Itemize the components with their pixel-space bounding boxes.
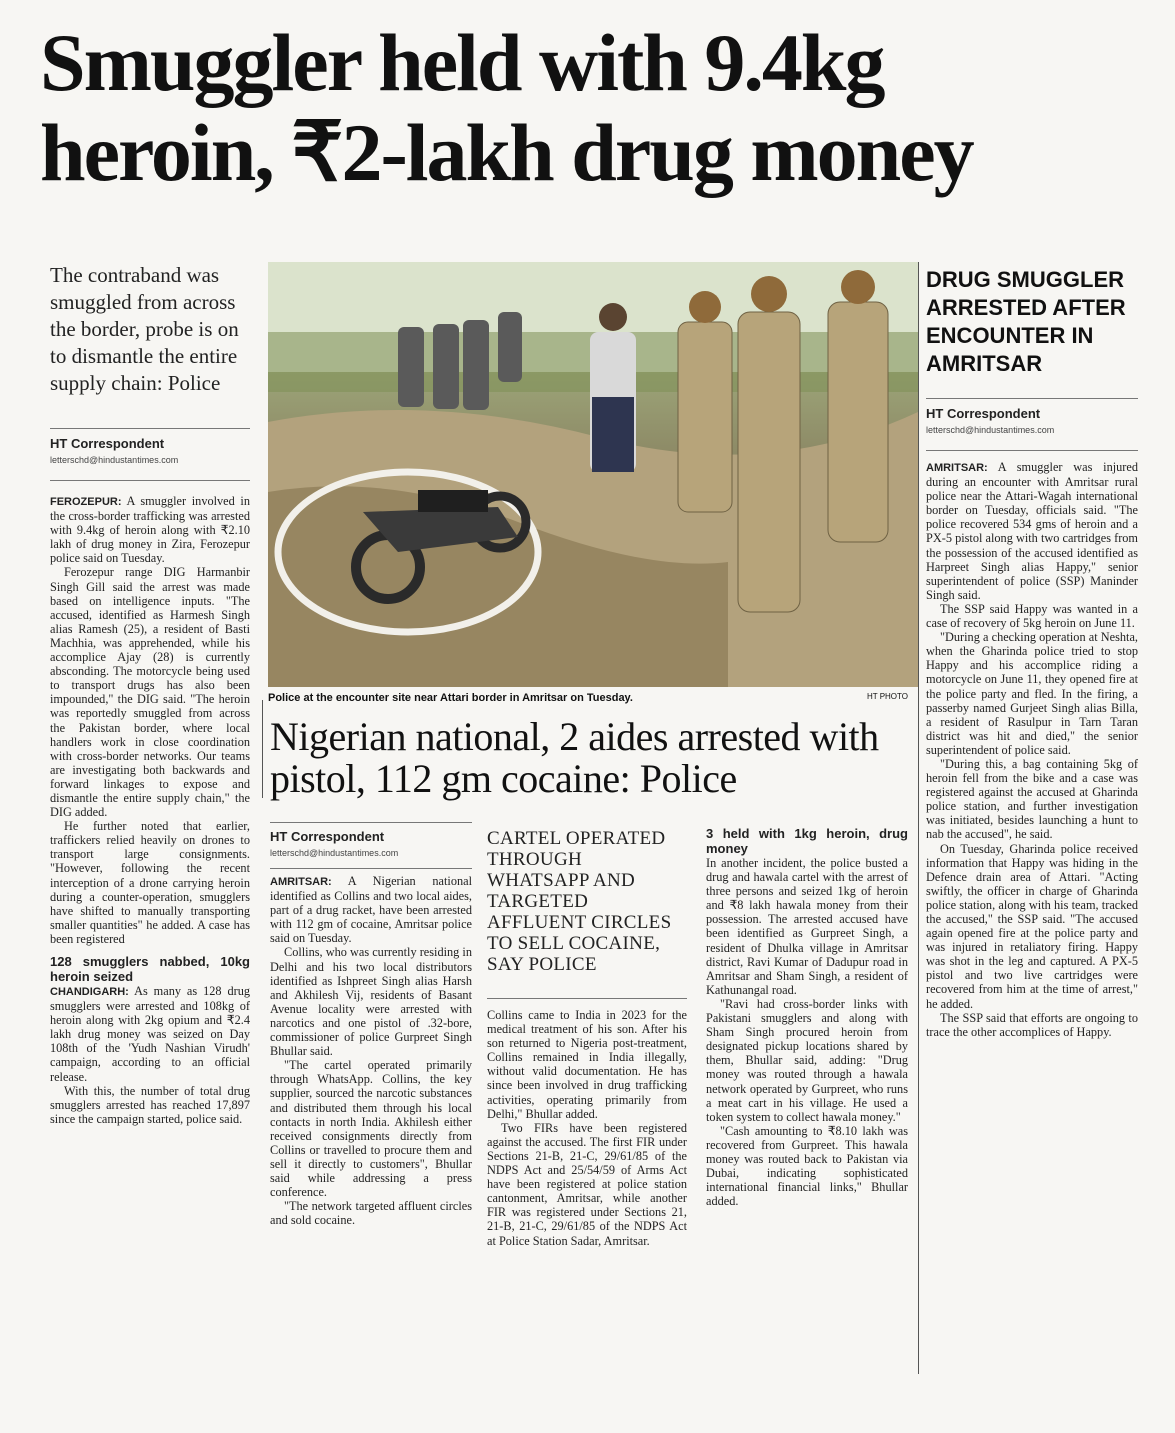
side-paragraph: The SSP said that efforts are ongoing to trace the other accomplices of Happy. [926,1010,1138,1039]
pull-quote-rule [487,998,687,999]
main-dateline: FEROZEPUR: [50,496,122,508]
side-email: letterschd@hindustantimes.com [926,425,1055,435]
second-paragraph: Collins, who was currently residing in Delhi and his two local distributors identified as Ishpreet Singh alias Harsh and Akhilesh Vij, residents of Basant Avenue locality were arrested with narcotics and one pistol of .32-bore, commissioner of police Gurpreet Singh Bhullar said. [270,945,472,1059]
side-paragraph: "During a checking operation at Neshta, when the Gharinda police tried to stop Happy and his accomplice riding a motorcycle on June 11, they opened fire at the police party and fled. In the firing, a passerby named Gurjeet Singh alias Billa, a resident of Rasulpur in Tarn Taran district was hit and died," the senior superintendent of police said. [926,630,1138,757]
photo-caption: Police at the encounter site near Attari border in Amritsar on Tuesday. HT PHOTO [268,692,908,704]
main-byline-block [50,436,250,465]
second-col-2 [487,1008,687,1374]
second-col-1 [270,874,472,1374]
second-paragraph: Collins came to India in 2023 for the medical treatment of his son. After his son returned to Nigeria post-treatment, Collins remained in India illegally, without valid documentation. He has since been involved in drug trafficking activities, operating primarily from Delhi," Bhullar added. [487,1008,687,1121]
second-paragraph: "The network targeted affluent circles and sold cocaine. [270,1199,472,1228]
main-paragraph: Ferozepur range DIG Harmanbir Singh Gill said the arrest was made based on intelligence inputs. "The accused, identified as Harmesh Singh alias Ramesh (25), a resident of Basti Machhia, was apprehended, while his accomplice Ajay (28) is currently absconding. The motorcycle being used to transport drugs has also been impounded," the DIG said. "The heroin was reportedly smuggled from across the Pakistan border, where local handlers work in close coordination with cross-border networks. Our teams are investigating both backwards and forward linkages to expose and dismantle the entire supply chain," the DIG added. [50,565,250,820]
side-paragraph: AMRITSAR: A smuggler was injured during an encounter with Amritsar rural police near the Attari-Wagah international border on Tuesday, officials said. "The police recovered 534 gms of heroin and a PX-5 pistol along with two cartridges from the possession of the accused identified as Harpreet Singh alias Happy," senior superintendent of police (SSP) Maninder Singh said. [926,460,1138,602]
second-headline: Nigerian national, 2 aides arrested with pistol, 112 gm cocaine: Police [270,714,879,801]
sub-paragraph: CHANDIGARH: As many as 128 drug smugglers were arrested and 108kg of heroin along with 2kg opium and ₹2.4 lakh drug money was seized on Day 108th of the 'Yudh Nashian Virudh' campaign, according to an official release. [50,984,250,1084]
headline-line-2: heroin, ₹2-lakh drug money [40,107,973,198]
encounter-photo-illustration [268,262,918,687]
main-story-column [50,494,250,1374]
second-byline: HT Correspondent [270,829,385,844]
main-paragraph: FEROZEPUR: A smuggler involved in the cross-border trafficking was arrested with 9.4kg of heroin along with ₹2.10 lakh of drug money in Zira, Ferozepur police said on Tuesday. [50,494,250,566]
third-story-head: 3 held with 1kg heroin, drug money [706,826,908,856]
side-byline-block [926,406,1138,435]
main-paragraph: He further noted that earlier, traffickers relied heavily on drones to transport large consignments. "However, following the recent interception of a drone carrying heroin during a counter-operation, smugglers have shifted to manually transporting smaller quantities" he added. A case has been registered [50,819,250,946]
third-paragraph: "Ravi had cross-border links with Pakistani smugglers and along with Sham Singh procured heroin from designated pickup locations shared by them, Bhullar said, adding: "Drug money was routed through a hawala network operated by Gurpreet, who runs a meat cart in his village. He used a token system to collect hawala money." [706,996,908,1124]
third-paragraph: In another incident, the police busted a drug and hawala cartel with the arrest of three persons and seized 1kg of heroin and ₹8 lakh hawala money from their possession. The arrested accused have been identified as Gurpreet Singh, a resident of Dhulka village in Amritsar district, Ravi Kumar of Dadupur road in Amritsar and Sham Singh, a resident of Kathunangal road. [706,856,908,997]
sub-dateline: CHANDIGARH: [50,986,129,998]
second-paragraph: Two FIRs have been registered against the accused. The first FIR under Sections 21-B, 21-C, 29/61/85 of the NDPS Act and 25/54/59 of Arms Act have been registered at police station cantonment, Amritsar, while another FIR was registered under Sections 21, 21-B, 21-C, 29/61/85 of the NDPS Act at Police Station Sadar, Amritsar. [487,1120,687,1248]
second-paragraph: AMRITSAR: A Nigerian national identified as Collins and two local aides, part of a drug racket, have been arrested with 112 gm of cocaine, Amritsar police said on Tuesday. [270,874,472,946]
second-headline-rule [262,700,263,798]
side-byline-rule-bottom [926,450,1138,451]
pull-quote: CARTEL OPERATED THROUGH WHATSAPP AND TARGETED AFFLUENT CIRCLES TO SELL COCAINE, SAY POLICE [487,828,672,975]
side-paragraph: The SSP said Happy was wanted in a case of recovery of 5kg heroin on June 11. [926,601,1138,631]
main-email: letterschd@hindustantimes.com [50,455,179,465]
encounter-photo [268,262,918,687]
side-dateline: AMRITSAR: [926,462,988,474]
second-col-3 [706,826,908,1374]
main-headline [40,18,1150,198]
second-byline-rule-bottom [270,868,472,869]
second-paragraph: "The cartel operated primarily through WhatsApp. Collins, the key supplier, sourced the narcotic substances and distributed them through his local contacts in north India. Akhilesh either received consignments directly from Collins or travelled to procure them and sell it directly to customers", Bhullar said while addressing a press conference. [270,1058,472,1200]
side-byline-rule-top [926,398,1138,399]
side-story-column [926,460,1138,1374]
byline-rule [50,480,250,481]
side-byline: HT Correspondent [926,406,1041,421]
sub-story-head: 128 smugglers nabbed, 10kg heroin seized [50,954,250,984]
main-deck: The contraband was smuggled from across the border, probe is on to dismantle the entire supply chain: Police [50,263,239,395]
side-headline: DRUG SMUGGLER ARRESTED AFTER ENCOUNTER IN AMRITSAR [926,267,1126,376]
side-paragraph: "During this, a bag containing 5kg of heroin fell from the bike and a case was registered against the accused at Gharinda police station, and further investigation was initiated, besides launching a hunt to nab the accused", he said. [926,756,1138,842]
sub-paragraph: With this, the number of total drug smugglers arrested has reached 17,897 since the campaign started, police said. [50,1083,250,1126]
side-paragraph: On Tuesday, Gharinda police received information that Happy was hiding in the Defence drain area of Attari. "Acting swiftly, the officer in charge of Gharinda police station, along with his team, tracked the accused," the SSP said. "The accused again opened fire at the police party and was injured in retaliatory firing. Happy was shot in the leg and captured. A PX-5 pistol and two live cartridges were recovered from him at the time of arrest," he added. [926,841,1138,1011]
second-dateline: AMRITSAR: [270,876,332,888]
photo-credit: HT PHOTO [866,692,908,701]
second-byline-rule-top [270,822,472,823]
deck-rule [50,428,250,429]
side-column-rule [918,262,919,1374]
main-byline: HT Correspondent [50,436,165,451]
second-byline-block [270,829,472,858]
third-paragraph: "Cash amounting to ₹8.10 lakh was recovered from Gurpreet. This hawala money was routed back to Pakistan via Dubai, indicating sophisticated international financial links," Bhullar added. [706,1123,908,1209]
headline-line-1: Smuggler held with 9.4kg [40,17,884,108]
second-email: letterschd@hindustantimes.com [270,848,399,858]
